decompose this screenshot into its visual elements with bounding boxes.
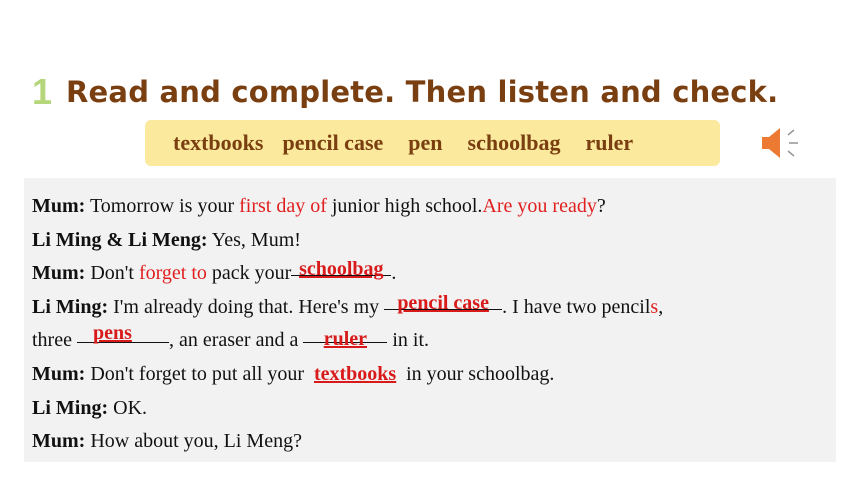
word-bank (145, 120, 720, 166)
word-bank-item: ruler (585, 130, 634, 155)
word-bank-item: schoolbag (467, 130, 561, 155)
answer-text: ruler (323, 328, 368, 351)
highlighted-phrase: forget to (138, 262, 207, 285)
exercise-title: Read and complete. Then listen and check. (66, 75, 779, 109)
answer-blank (77, 322, 169, 346)
answer-text: pencil case (397, 291, 489, 314)
answer-text: schoolbag (299, 258, 384, 281)
dialog-text: in your schoolbag. (401, 362, 555, 385)
dialog-line (32, 190, 836, 224)
dialog-text: pack your (206, 262, 292, 285)
speaker-name: Li Ming & Li Meng: (32, 228, 208, 251)
dialog-text: OK. (108, 396, 148, 419)
dialog-text: Yes, Mum! (207, 228, 301, 251)
answer-blank (303, 326, 387, 351)
dialog-text: . I have two pencil (502, 295, 651, 318)
exercise-number: 1 (32, 71, 53, 112)
speaker-icon[interactable] (760, 124, 802, 162)
answer-blank (384, 293, 502, 313)
dialog-text: . (391, 262, 397, 285)
speaker-name: Mum: (32, 362, 86, 385)
answer-blank (291, 259, 391, 279)
highlighted-phrase: s (650, 295, 659, 318)
dialog-line (32, 392, 836, 426)
word-bank-item: pencil case (282, 130, 384, 155)
dialog-passage (24, 178, 836, 462)
dialog-text: Tomorrow is your (85, 195, 240, 217)
dialog-text: I'm already doing that. Here's my (108, 295, 385, 318)
dialog-text: , an eraser and a (168, 329, 304, 352)
dialog-text: three (32, 329, 77, 352)
speaker-name: Mum: (32, 195, 86, 217)
word-bank-item: textbooks (173, 130, 264, 155)
dialog-text: ? (596, 195, 606, 217)
answer-text: textbooks (313, 362, 397, 385)
dialog-line (32, 358, 836, 392)
speaker-name: Li Ming: (32, 396, 109, 419)
exercise-heading (32, 70, 778, 114)
dialog-text: in it. (387, 329, 430, 352)
answer-text: pens (92, 322, 132, 345)
answer-blank (309, 360, 401, 385)
speaker-name: Li Ming: (32, 295, 109, 318)
dialog-text: junior high school. (326, 195, 483, 217)
speaker-name: Mum: (32, 262, 86, 285)
speaker-name: Mum: (32, 430, 86, 453)
dialog-text: Don't forget to put all your (85, 362, 310, 385)
dialog-text: Don't (85, 262, 139, 285)
dialog-text: How about you, Li Meng? (85, 430, 302, 453)
dialog-line (32, 224, 836, 258)
dialog-line (32, 257, 836, 291)
highlighted-phrase: Are you ready (482, 195, 597, 217)
dialog-text: , (658, 295, 664, 318)
highlighted-phrase: first day of (239, 195, 327, 217)
word-bank-item: pen (408, 130, 443, 155)
dialog-line (32, 425, 836, 459)
dialog-line (32, 324, 836, 358)
